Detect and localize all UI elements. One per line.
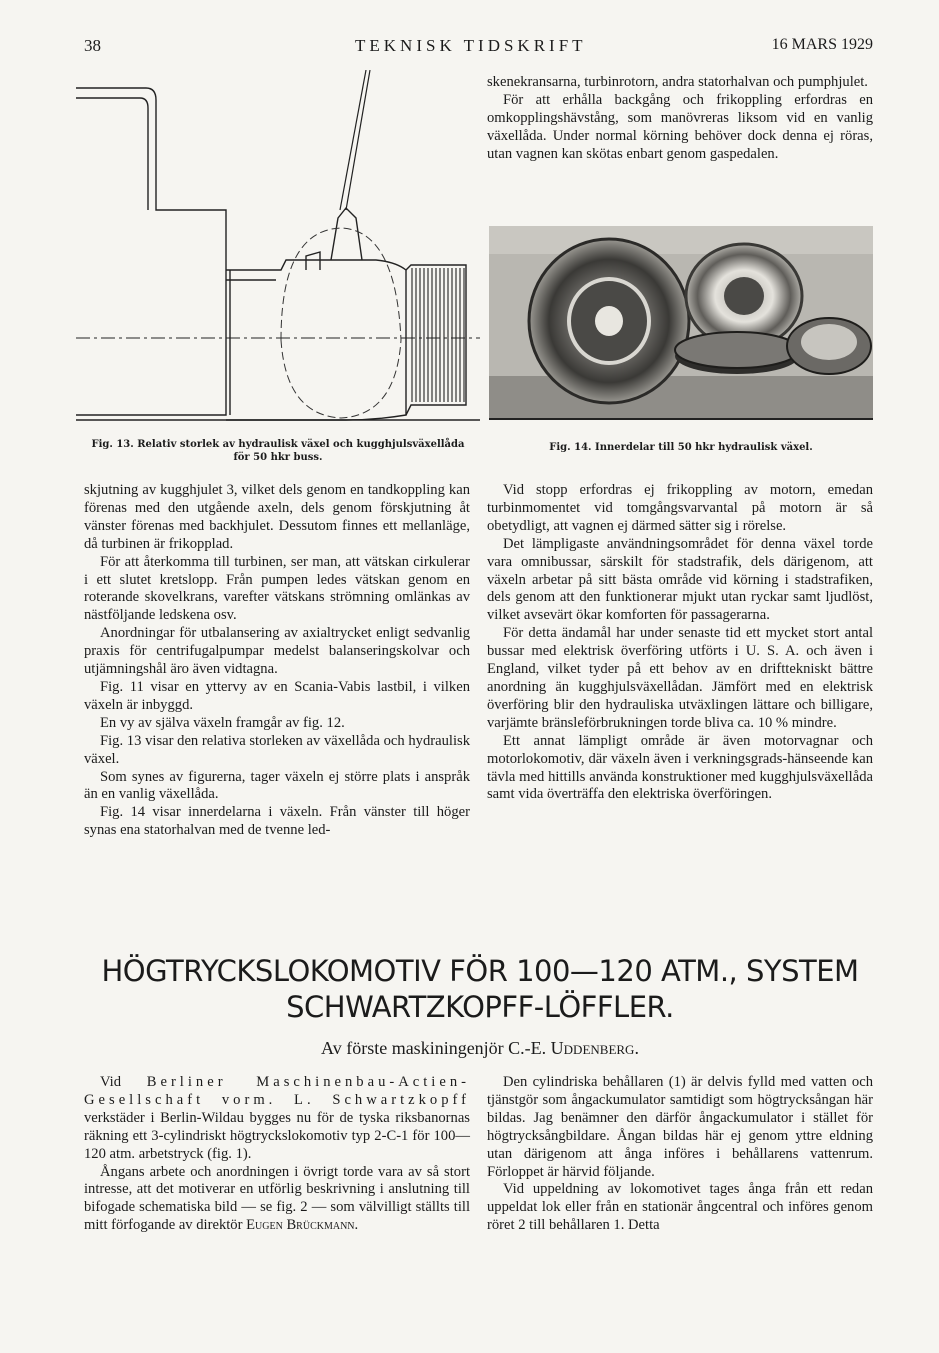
issue-date: 16 MARS 1929 [771,36,873,53]
paragraph: Som synes av figurerna, tager växeln ej större plats i anspråk än en vanlig växellåda. [84,768,470,803]
company-name: Berliner Maschinenbau-Actien-Gesellschaft vorm. L. Schwartzkopff [84,1074,470,1108]
page-number: 38 [84,36,101,55]
right-column [487,482,873,804]
article-left-column [84,1074,470,1235]
paragraph: Det lämpligaste användningsområdet för denna växel torde vara omnibussar, särskilt för stadstrafik, dels därigenom, att växeln arbetar på sitt bästa område vid körning i stadstrafiken, dels genom att den funktionerar mjukt utan ryckar samt ljudlöst, vilket avsevärt ökar komforten för passagerarna. [487,535,873,624]
fig14-photo [489,226,873,420]
paragraph: skenekransarna, turbinrotorn, andra statorhalvan och pumphjulet. [487,74,868,90]
paragraph: Ett annat lämpligt område är även motorvagnar och motorlokomotiv, där växeln även i verkningsgrads-hänseende kan tävla med hittills använda konstruktioner med kugghjulsväxellåda samt vida överträffa den elektriska överföringen. [487,732,873,803]
journal-title: TEKNISK TIDSKRIFT [355,36,587,55]
article-title-line1: HÖGTRYCKSLOKOMOTIV FÖR 100—120 ATM., SYSTEM [101,954,859,988]
director-name: Eugen Brückmann. [246,1217,359,1234]
article-title-line2: SCHWARTZKOPFF-LÖFFLER. [286,990,674,1024]
fig14-caption: Fig. 14. Innerdelar till 50 hkr hydraulisk växel. [549,442,813,453]
fig13-drawing [76,70,480,430]
p1-lead: Vid [100,1074,122,1090]
paragraph: Vid stopp erfordras ej frikoppling av motorn, emedan turbinmomentet vid tomgångsvarvantal på motorn är så obetydligt, att vagnen ej därmed sätter sig i rörelse. [487,482,873,534]
fig13-caption [76,438,480,464]
fig13-caption-line2: för 50 hkr buss. [233,452,323,463]
article-byline [60,1038,900,1059]
paragraph: skjutning av kugghjulet 3, vilket dels genom en tandkoppling kan förenas med den utgående axeln, dels genom förskjutning åt vänster förenas med backhjulet. Dessutom finnes ett mellanläge, då turbinen är frikopplad. [84,482,470,552]
paragraph [84,1074,470,1164]
p1-rest: verkstäder i Berlin-Wildau bygges nu för de tyska riksbanornas räkning ett 3-cylindriskt högtryckslokomotiv typ 2-C-1 för 100—120 atm. arbetstryck (fig. 1). [84,1109,470,1162]
byline-author: Uddenberg. [550,1038,639,1058]
paragraph: Vid uppeldning av lokomotivet tages ånga från ett redan uppeldat lok eller från en stationär ångcentral och införes genom röret 2 till behållaren 1. Detta [487,1181,873,1234]
paragraph: Fig. 14 visar innerdelarna i växeln. Från vänster till höger synas ena statorhalvan med de tvenne led- [84,804,470,839]
paragraph: Anordningar för utbalansering av axialtrycket enligt sedvanlig praxis för centrifugalpumpar medelst balanseringskolvar och utjämningshål äro även vidtagna. [84,625,470,678]
byline-prefix: Av förste maskiningenjör C.-E. [321,1038,547,1058]
paragraph: För att återkomma till turbinen, ser man, att vätskan cirkulerar i ett slutet kretslopp. Från pumpen ledes vätskan genom en roterande skovelkrans, varefter vätskans strömning omlänkas av nästföljande ledskena osv. [84,553,470,624]
paragraph [84,1164,470,1236]
fig13-caption-line1: Fig. 13. Relativ storlek av hydraulisk växel och kugghjulsväxellåda [91,439,465,450]
p2-text: Ångans arbete och anordningen i övrigt torde vara av så stort intresse, att det motiverar en utförlig beskrivning i anslutning till bifogade schematiska bild — se fig. 2 — som välvilligt ställts till mitt förfogande av direktör [84,1163,470,1234]
page-header [0,36,939,62]
top-right-text [487,74,873,164]
paragraph: En vy av själva växeln framgår av fig. 12. [100,714,345,731]
paragraph: Den cylindriska behållaren (1) är delvis fylld med vatten och tjänstgör som ångackumulator samtidigt som högtrycksångan här bildas. Jag benämner den därför ångackumulator i stället för högtrycksångbildare. Ångan bildas här ej genom yttre eldning utan därigenom att ånga införes i behållarens vattenrum. Förloppet är härvid följande. [487,1074,873,1180]
left-column [84,482,470,840]
paragraph: För att erhålla backgång och frikoppling erfordras en omkopplingshävstång, som manövreras liksom vid en vanlig växellåda. Under normal körning behöver dock denna ej röras, utan vagnen kan skötas enbart genom gaspedalen. [487,91,873,162]
paragraph: Fig. 11 visar en yttervy av en Scania-Vabis lastbil, i vilken växeln är inbyggd. [84,678,470,713]
paragraph: För detta ändamål har under senaste tid ett mycket stort antal bussar med elektrisk överföring utförts i U. S. A. och även i England, vilket tyder på ett behov av en drifttekniskt bättre anordning än kugghjulsväxellådan. Jämfört med en elektrisk överföring blir den hydrauliska utväxlingen lättare och billigare, varjämte bränsleförbrukningen torde bliva ca. 10 % mindre. [487,625,873,731]
article-right-column [487,1074,873,1235]
paragraph: Fig. 13 visar den relativa storleken av växellåda och hydraulisk växel. [84,732,470,767]
